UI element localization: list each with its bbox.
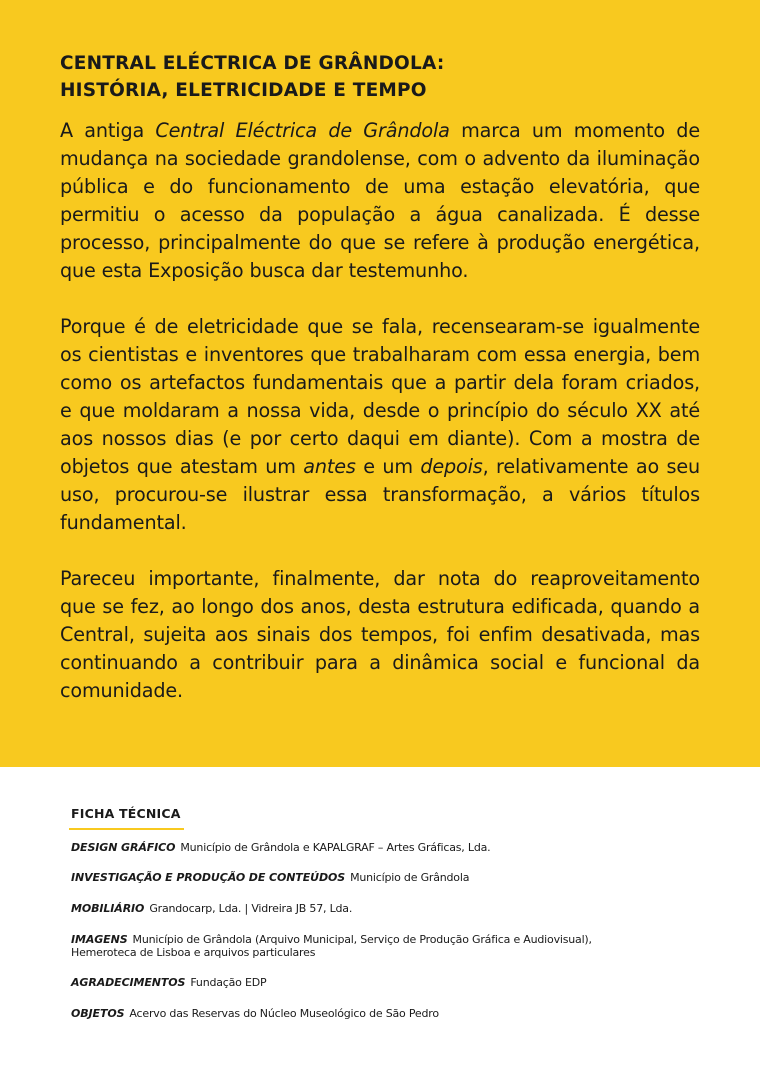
credit-value: Município de Grândola e KAPALGRAF – Artes Gráficas, Lda. (180, 841, 491, 854)
credit-research (71, 871, 691, 884)
paragraph-1-text-b: marca um momento de mudança na sociedade grandolense, com o advento da iluminação pública e do funcionamento de uma estação elevatória, que permitiu o acesso da população a água canalizada. É desse processo, principalmente do que se refere à produção energética, que esta Exposição busca dar testemunho. (60, 119, 700, 282)
paragraph-2-emphasis-depois: depois (420, 455, 483, 478)
paragraph-2-emphasis-antes: antes (303, 455, 356, 478)
paragraph-2-text-a: Porque é de eletricidade que se fala, recensearam-se igualmente os cientistas e inventores que trabalharam com essa energia, bem como os artefactos fundamentais que a partir dela foram criados, e que moldaram a nossa vida, desde o princípio do século XX até aos nossos dias (e por certo daqui em diante). Com a mostra de objetos que atestam um (60, 315, 700, 478)
paragraph-2 (60, 313, 700, 537)
credit-value: Município de Grândola (Arquivo Municipal, Serviço de Produção Gráfica e Audiovisual), (132, 933, 592, 946)
page-title (60, 50, 700, 104)
credit-label: MOBILIÁRIO (71, 902, 145, 915)
credit-acknowledgements (71, 976, 691, 989)
paragraph-1-text-a: A antiga (60, 119, 156, 142)
credit-value: Fundação EDP (190, 976, 267, 989)
paragraph-2-text-c: , relativamente ao seu uso, procurou-se ilustrar essa transformação, a vários títulos fundamental. (60, 455, 700, 534)
body-text (60, 117, 700, 733)
paragraph-3: Pareceu importante, finalmente, dar nota do reaproveitamento que se fez, ao longo dos anos, desta estrutura edificada, quando a Central, sujeita aos sinais dos tempos, foi enfim desativada, mas continuando a contribuir para a dinâmica social e funcional da comunidade. (60, 567, 700, 702)
credit-label: OBJETOS (71, 1007, 125, 1020)
credit-value: Município de Grândola (350, 871, 470, 884)
credit-label: IMAGENS (71, 933, 128, 946)
credit-objects (71, 1007, 691, 1020)
paragraph-2-text-b: e um (355, 455, 421, 478)
credits-title-underline (69, 828, 184, 830)
credit-value: Grandocarp, Lda. | Vidreira JB 57, Lda. (149, 902, 353, 915)
credit-value-line-2: Hemeroteca de Lisboa e arquivos particulares (71, 946, 316, 959)
title-line-2: HISTÓRIA, ELETRICIDADE E TEMPO (60, 80, 427, 101)
credit-label: AGRADECIMENTOS (71, 976, 186, 989)
title-line-1: CENTRAL ELÉCTRICA DE GRÂNDOLA: (60, 53, 445, 74)
credit-furniture (71, 902, 691, 915)
credit-label: DESIGN GRÁFICO (71, 841, 176, 854)
paragraph-1 (60, 117, 700, 285)
credits-section (71, 804, 691, 1020)
credit-images (71, 933, 691, 959)
credit-value: Acervo das Reservas do Núcleo Museológico de São Pedro (129, 1007, 439, 1020)
paragraph-1-emphasis: Central Eléctrica de Grândola (155, 119, 450, 142)
credit-label: INVESTIGAÇÃO E PRODUÇÃO DE CONTEÚDOS (71, 871, 346, 884)
credit-design (71, 841, 691, 854)
credits-title: FICHA TÉCNICA (71, 806, 181, 821)
